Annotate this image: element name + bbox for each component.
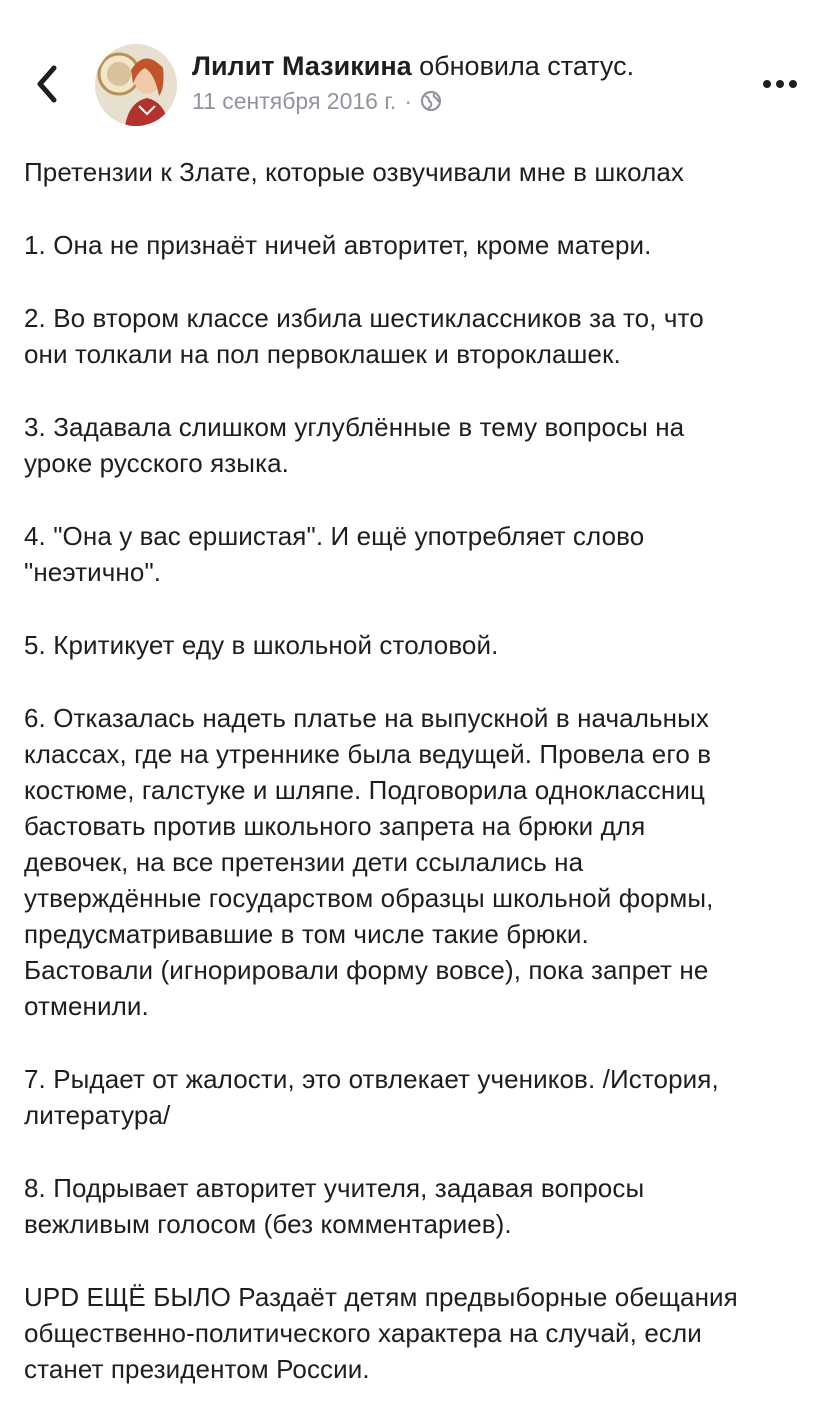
post-paragraph <box>24 154 814 190</box>
post-header <box>0 0 826 150</box>
post-text-line: 6. Отказалась надеть платье на выпускной в начальных <box>24 703 709 733</box>
post-text-line: 1. Она не признаёт ничей авторитет, кроме матери. <box>24 230 652 260</box>
post-text-line: литература/ <box>24 1100 171 1130</box>
post-text-line: 5. Критикует еду в школьной столовой. <box>24 630 499 660</box>
post-text-line: утверждённые государством образцы школьной формы, <box>24 883 714 913</box>
post-meta <box>192 48 732 116</box>
post-text-line: уроке русского языка. <box>24 448 289 478</box>
avatar[interactable] <box>95 44 177 126</box>
post-text-line: отменили. <box>24 991 149 1021</box>
post-text-line: "неэтично". <box>24 557 162 587</box>
post-paragraph <box>24 300 814 372</box>
post-body <box>24 154 814 1424</box>
post-text-line: костюме, галстуке и шляпе. Подговорила одноклассниц <box>24 775 705 805</box>
date-separator: · <box>404 88 412 114</box>
post-paragraph <box>24 1061 814 1133</box>
post-paragraph <box>24 700 814 1024</box>
post-date-line <box>192 86 732 116</box>
post-text-line: 8. Подрывает авторитет учителя, задавая вопросы <box>24 1173 645 1203</box>
post-text-line: 3. Задавала слишком углублённые в тему вопросы на <box>24 412 685 442</box>
post-paragraph <box>24 1170 814 1242</box>
post-text-line: Бастовали (игнорировали форму вовсе), пока запрет не <box>24 955 709 985</box>
more-options-button[interactable] <box>758 72 802 96</box>
post-text-line: девочек, на все претензии дети ссылались на <box>24 847 584 877</box>
post-text-line: они толкали на пол первоклашек и второклашек. <box>24 339 621 369</box>
post-text-line: предусматривавшие в том числе такие брюки. <box>24 919 589 949</box>
post-text-line: 2. Во втором классе избила шестиклассников за то, что <box>24 303 704 333</box>
post-paragraph <box>24 1279 814 1387</box>
post-text-line: классах, где на утреннике была ведущей. Провела его в <box>24 739 712 769</box>
author-name[interactable]: Лилит Мазикина <box>192 51 412 81</box>
back-button[interactable] <box>30 62 64 106</box>
post-text-line: Претензии к Злате, которые озвучивали мне в школах <box>24 157 685 187</box>
post-paragraph <box>24 409 814 481</box>
post-text-line: бастовать против школьного запрета на брюки для <box>24 811 646 841</box>
post-title-line <box>192 48 732 84</box>
post-date[interactable]: 11 сентября 2016 г. <box>192 88 397 114</box>
post-text-line: общественно-политического характера на случай, если <box>24 1318 702 1348</box>
post-text-line: станет президентом России. <box>24 1354 370 1384</box>
post-text-line: вежливым голосом (без комментариев). <box>24 1209 512 1239</box>
post-paragraph <box>24 227 814 263</box>
more-horizontal-icon <box>762 79 798 89</box>
post-paragraph <box>24 518 814 590</box>
post-text-line: UPD ЕЩЁ БЫЛО Раздаёт детям предвыборные обещания <box>24 1282 738 1312</box>
post-text-line: 4. "Она у вас ершистая". И ещё употребляет слово <box>24 521 645 551</box>
post-text-line: 7. Рыдает от жалости, это отвлекает учеников. /История, <box>24 1064 719 1094</box>
globe-icon <box>420 90 442 112</box>
status-action-text: обновила статус. <box>419 51 635 81</box>
chevron-left-icon <box>34 64 60 104</box>
post-paragraph <box>24 627 814 663</box>
